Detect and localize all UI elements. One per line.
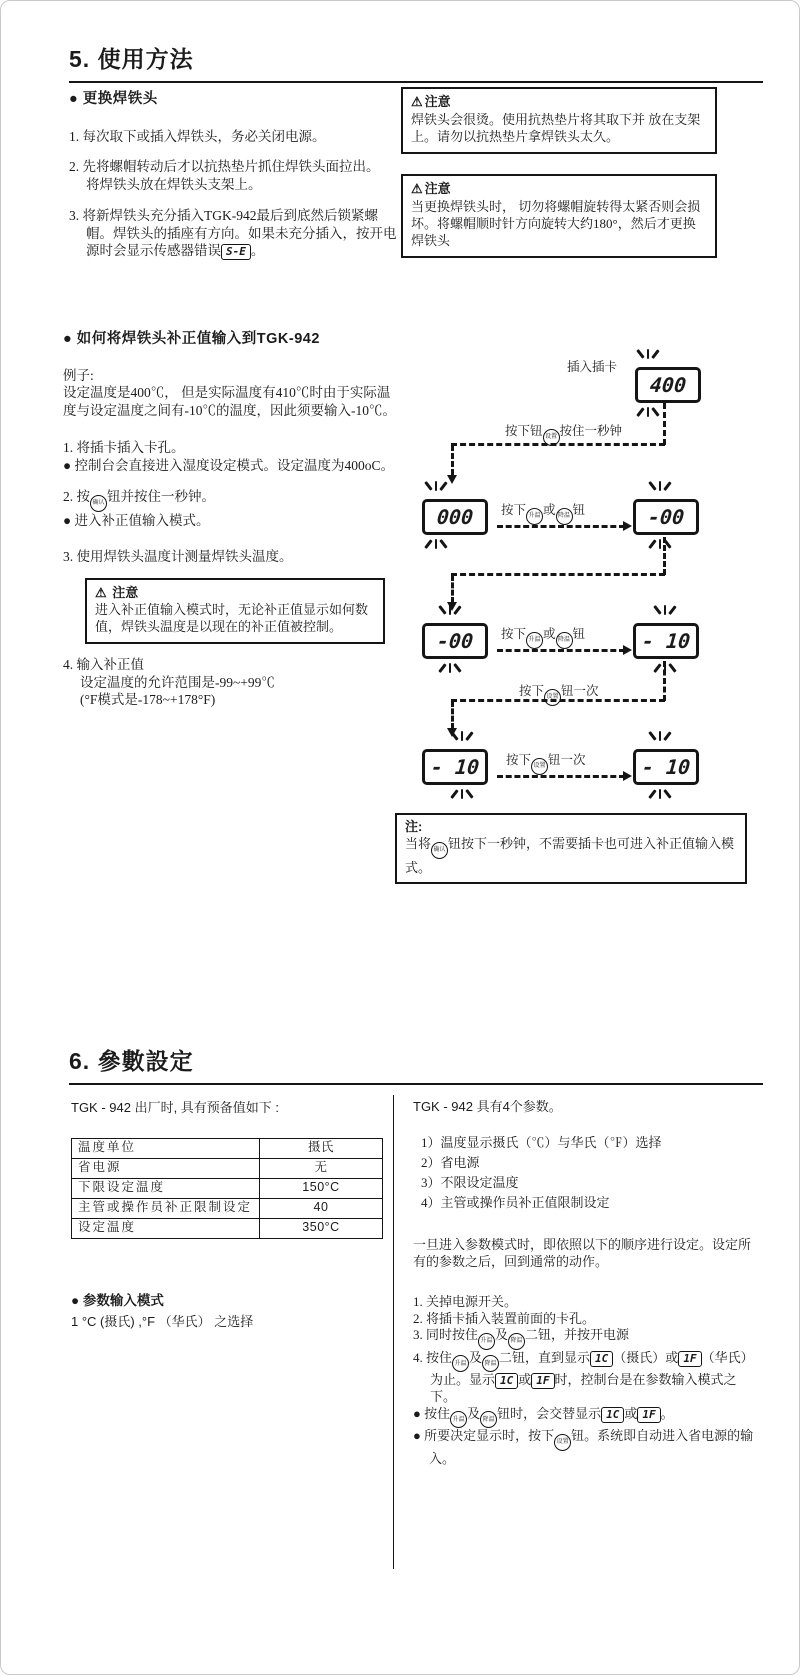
warning-triangle-icon: ⚠	[411, 94, 423, 109]
offset-step-1: 1. 将插卡插入卡孔。	[63, 440, 185, 455]
arrow-down-icon	[447, 475, 457, 484]
blink-rays-icon	[651, 789, 669, 799]
insert-card-label: 插入插卡	[567, 360, 618, 374]
params-bullet-2: ● 所要决定显示时，按下 设置 钮。系统即自动进入省电源的输入。	[413, 1428, 754, 1466]
replace-step-3: 3. 将新焊铁头充分插入TGK-942最后到底然后锁紧螺帽。焊铁头的插座有方向。如果未充分插入，按开电源时会显示传感器错误 S-E 。	[69, 208, 397, 258]
flow-connector	[497, 775, 625, 778]
bullet-icon: ●	[69, 91, 79, 107]
offset-step-2: 2. 按 确认 钮并按住一秒钟。	[63, 488, 397, 512]
flow-caption-press-set-1s: 按下钮 设置 按住一秒钟	[505, 421, 622, 446]
blink-rays-icon	[427, 481, 445, 491]
offset-step-4: 4. 输入补正值 设定温度的允许范围是-99~+99℃ (°F模式是-178~+178°F)	[63, 657, 275, 707]
caution-box-3: ⚠ 注意 进入补正值输入模式时，无论补正值显示如何数值，焊铁头温度是以现在的补正值被控制。	[85, 578, 385, 645]
section5-heading: 5. 使用方法	[69, 41, 763, 83]
set-button-icon: 设置	[543, 429, 560, 446]
flow-caption-press-set-once-2: 按下 设置 钮一次	[506, 750, 586, 775]
temp-down-button-icon: 降温	[480, 1411, 497, 1428]
celsius-display: 1C	[590, 1351, 613, 1367]
flow-connector	[663, 661, 666, 701]
flow-connector	[451, 443, 665, 446]
blink-rays-icon	[656, 605, 674, 615]
temp-up-button-icon: 升温	[526, 508, 543, 525]
column-divider	[393, 1095, 394, 1569]
bullet-icon: ●	[63, 457, 72, 473]
temp-down-button-icon: 降温	[508, 1333, 525, 1350]
bullet-icon: ●	[413, 1405, 421, 1421]
blink-rays-icon	[651, 539, 669, 549]
flow-caption-press-up-down-1: 按下 升温 或 降温 钮	[501, 500, 585, 525]
preset-table	[71, 1138, 383, 1239]
arrow-right-icon	[623, 645, 632, 655]
table-row	[72, 1198, 383, 1218]
temp-down-button-icon: 降温	[556, 508, 573, 525]
bullet-icon: ●	[63, 331, 73, 347]
params-steps	[413, 1294, 761, 1467]
lcd-display-minus10-a: - 10	[633, 623, 699, 659]
replace-step-1: 1. 每次取下或插入焊铁头，务必关闭电源。	[69, 128, 326, 144]
params-step-4: 4. 按住 升温 及 降温 二钮，直到显示 1C （摄氏）或 1F （华氏）为止。显示 1C 或 1F 时，控制台是在参数输入模式之下。	[413, 1349, 754, 1404]
bullet-icon: ●	[413, 1428, 421, 1443]
params-step-1: 1. 关掉电源开关。	[413, 1294, 518, 1309]
temp-up-button-icon: 升温	[452, 1355, 469, 1372]
preset-value: 40	[260, 1198, 383, 1218]
params-step-3: 3. 同时按住 升温 及 降温 二钮，并按开电源	[413, 1327, 761, 1350]
bullet-icon: ●	[63, 512, 72, 528]
flow-connector	[663, 403, 666, 445]
set-button-icon: 设置	[554, 1434, 571, 1451]
note-box	[395, 813, 747, 884]
bullet-icon: ●	[71, 1292, 80, 1308]
caution-2-text: 当更换焊铁头时， 切勿将螺帽旋转得太紧否则会损坏。将螺帽顺时针方向旋转大约180°，然后才更换焊铁头	[411, 198, 701, 248]
celsius-display: 1C	[495, 1373, 518, 1389]
temp-up-button-icon: 升温	[478, 1333, 495, 1350]
warning-triangle-icon: ⚠	[95, 584, 107, 600]
section6-heading: 6. 參數設定	[69, 1043, 763, 1085]
lcd-display-000: 000	[422, 499, 488, 535]
flow-connector	[497, 649, 625, 652]
flow-connector	[663, 537, 666, 575]
offset-title: ● 如何将焊铁头补正值输入到TGK-942	[63, 331, 320, 347]
temp-up-button-icon: 升温	[450, 1411, 467, 1428]
table-row	[72, 1218, 383, 1238]
param-item: 2）省电源	[421, 1154, 480, 1170]
confirm-button-icon: 确认	[90, 495, 107, 512]
flow-connector	[451, 701, 454, 729]
flow-connector	[451, 699, 665, 702]
params-step-2: 2. 将插卡插入装置前面的卡孔。	[413, 1310, 596, 1326]
set-button-icon: 设置	[544, 689, 561, 706]
params-intro: TGK - 942 具有4个参数。	[413, 1099, 562, 1114]
blink-rays-icon	[453, 789, 471, 799]
param-item: 4）主管或操作员补正值限制设定	[421, 1194, 610, 1210]
caution-3-text: 进入补正值输入模式时，无论补正值显示如何数值，焊铁头温度是以现在的补正值被控制。	[95, 602, 369, 634]
flow-connector	[451, 575, 454, 603]
blink-rays-icon	[639, 407, 657, 417]
fahrenheit-display: 1F	[531, 1373, 554, 1389]
param-item: 1）温度显示摄氏（℃）与华氏（℉）选择	[421, 1134, 662, 1150]
replace-tip-title: ● 更换焊铁头	[69, 91, 158, 107]
lcd-display-minus10-c: - 10	[633, 749, 699, 785]
offset-step-1-note: ● 控制台会直接进入湿度设定模式。设定温度为400oC。	[63, 457, 395, 473]
section6-right-column	[413, 1099, 761, 1467]
fahrenheit-display: 1F	[637, 1407, 660, 1423]
preset-intro: TGK - 942 出厂时, 具有预备值如下 :	[71, 1100, 280, 1115]
note-text: 当将 确认 钮按下一秒钟，不需要插卡也可进入补正值输入模式。	[405, 836, 735, 875]
blink-rays-icon	[441, 663, 459, 673]
note-title: 注:	[405, 819, 423, 834]
preset-label: 主管或操作员补正限制设定	[72, 1198, 260, 1218]
flow-connector	[497, 525, 625, 528]
temp-up-button-icon: 升温	[526, 632, 543, 649]
preset-label: 下限设定温度	[72, 1178, 260, 1198]
arrow-right-icon	[623, 521, 632, 531]
offset-step-3: 3. 使用焊铁头温度计测量焊铁头温度。	[63, 549, 293, 564]
lcd-display-minus00-b: -00	[422, 623, 488, 659]
caution-box-2: ⚠ 注意 当更换焊铁头时， 切勿将螺帽旋转得太紧否则会损坏。将螺帽顺时针方向旋转大约180°，然后才更换焊铁头	[401, 174, 717, 258]
blink-rays-icon	[453, 731, 471, 741]
warning-triangle-icon: ⚠	[411, 181, 423, 196]
caution-1-text: 焊铁头会很烫。使用抗热垫片将其取下并 放在支架上。请勿以抗热垫片拿焊铁头太久。	[411, 111, 701, 144]
params-paragraph: 一旦进入参数模式时，即依照以下的顺序进行设定。设定所有的参数之后，回到通常的动作。	[413, 1237, 752, 1269]
flow-connector	[451, 573, 665, 576]
preset-label: 设定温度	[72, 1218, 260, 1238]
preset-value: 摄氏	[260, 1138, 383, 1158]
lcd-display-400: 400	[635, 367, 701, 403]
set-button-icon: 设置	[531, 758, 548, 775]
temp-down-button-icon: 降温	[556, 632, 573, 649]
example-label: 例子:	[63, 367, 94, 383]
params-bullet-1: ● 按住 升温 及 降温 钮时，会交替显示 1C 或 1F 。	[413, 1406, 761, 1429]
blink-rays-icon	[427, 539, 445, 549]
flow-caption-press-set-once-1: 按下 设置 钮一次	[519, 681, 599, 706]
example-text: 设定温度是400℃， 但是实际温度有410℃时由于实际温度与设定温度之间有-10℃的温度，因此须要输入-10℃。	[63, 385, 396, 418]
blink-rays-icon	[639, 349, 657, 359]
preset-value: 350°C	[260, 1218, 383, 1238]
caution-box-1: ⚠ 注意 焊铁头会很烫。使用抗热垫片将其取下并 放在支架上。请勿以抗热垫片拿焊铁头太久。	[401, 87, 717, 154]
blink-rays-icon	[651, 481, 669, 491]
table-row	[72, 1158, 383, 1178]
flow-connector	[451, 445, 454, 475]
section6-left-column	[71, 1099, 389, 1331]
flow-caption-press-up-down-2: 按下 升温 或 降温 钮	[501, 624, 585, 649]
lcd-display-minus00-a: -00	[633, 499, 699, 535]
confirm-button-icon: 确认	[431, 842, 448, 859]
blink-rays-icon	[651, 731, 669, 741]
celsius-display: 1C	[601, 1407, 624, 1423]
offset-entry-block	[63, 331, 397, 709]
replace-step-2: 2. 先将螺帽转动后才以抗热垫片抓住焊铁头面拉出。 将焊铁头放在焊铁头支架上。	[69, 159, 380, 192]
replace-tip-block	[69, 91, 397, 260]
temp-down-button-icon: 降温	[482, 1355, 499, 1372]
lcd-display-minus10-b: - 10	[422, 749, 488, 785]
preset-value: 150°C	[260, 1178, 383, 1198]
params-list	[413, 1135, 761, 1212]
preset-value: 无	[260, 1158, 383, 1178]
blink-rays-icon	[441, 605, 459, 615]
param-mode-line: 1 °C (摄氏) ,°F （华氏） 之选择	[71, 1314, 254, 1329]
preset-label: 省电源	[72, 1158, 260, 1178]
param-item: 3）不限设定温度	[421, 1174, 519, 1190]
arrow-right-icon	[623, 771, 632, 781]
sensor-error-display: S-E	[221, 244, 251, 260]
table-row	[72, 1178, 383, 1198]
table-row	[72, 1138, 383, 1158]
param-mode-title: ● 参数输入模式	[71, 1292, 164, 1308]
fahrenheit-display: 1F	[678, 1351, 701, 1367]
offset-step-2-note: ● 进入补正值输入模式。	[63, 512, 210, 528]
preset-label: 温度单位	[72, 1138, 260, 1158]
